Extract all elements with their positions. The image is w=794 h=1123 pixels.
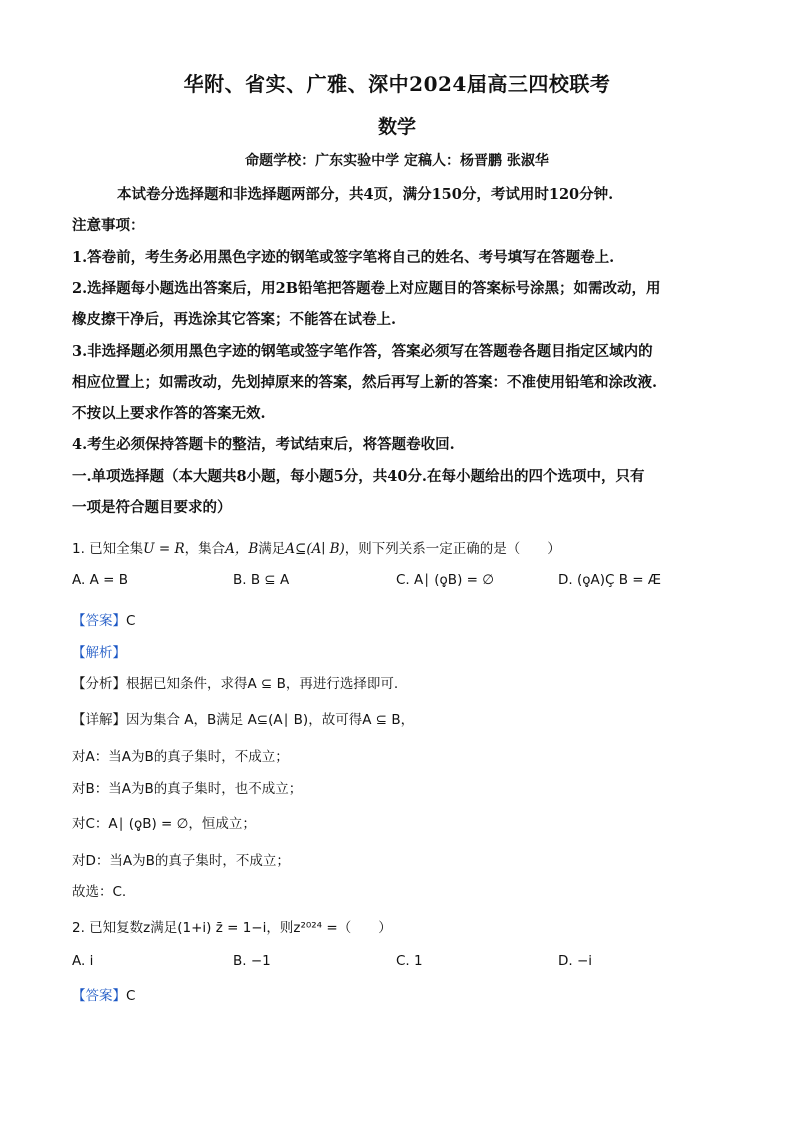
- q1-fenxi: [72, 672, 398, 692]
- q1-universal-set: U = R: [143, 541, 185, 557]
- q1-sets: A，B: [225, 541, 259, 557]
- q2-option-d: D. −i: [558, 953, 593, 969]
- q2-option-a: A. i: [72, 953, 94, 969]
- subject-title: 数学: [377, 116, 416, 138]
- section-heading-line2: 一项是符合题目要求的）: [72, 499, 232, 516]
- q1-option-a: A. A = B: [72, 572, 128, 588]
- q1-relation: A⊆(A∣ B): [285, 541, 345, 557]
- q1-choose: 故选：C.: [72, 884, 127, 900]
- q1-xiangjie-tag: 【详解】: [72, 712, 126, 728]
- q1-analysis: [72, 641, 126, 661]
- q1-fenxi-text: 根据已知条件，求得A ⊆ B，再进行选择即可.: [126, 676, 399, 692]
- q2-stem: 2. 已知复数z满足(1+i) z̄ = 1−i，则z²⁰²⁴ =（ ）: [72, 920, 392, 936]
- note-3a: 3.非选择题必须用黑色字迹的钢笔或签字笔作答，答案必须写在答题卷各题目指定区域内的: [72, 343, 653, 360]
- q1-stem-post: ，则下列关系一定正确的是（ ）: [344, 541, 561, 557]
- note-4: 4.考生必须保持答题卡的整洁，考试结束后，将答题卷收回.: [72, 436, 455, 453]
- note-3b: 相应位置上；如需改动，先划掉原来的答案，然后再写上新的答案：不准使用铅笔和涂改液.: [72, 374, 658, 391]
- q2-answer-tag: 【答案】: [72, 988, 126, 1004]
- q2-answer-value: C: [126, 988, 136, 1004]
- authors-line: 命题学校：广东实验中学 定稿人：杨晋鹏 张淑华: [245, 153, 549, 169]
- q2-answer: [72, 984, 135, 1004]
- q1-xiangjie-text: 因为集合 A，B满足 A⊆(A∣ B)，故可得A ⊆ B，: [126, 712, 415, 728]
- q1-option-d: D. (ǫ̧A)Ç B = Æ: [558, 572, 662, 588]
- note-3c: 不按以上要求作答的答案无效.: [72, 405, 266, 422]
- q1-option-b: B. B ⊆ A: [233, 572, 290, 588]
- note-1: 1.答卷前，考生务必用黑色字迹的钢笔或签字笔将自己的姓名、考号填写在答题卷上.: [72, 249, 615, 266]
- q2-option-c: C. 1: [396, 953, 423, 969]
- q1-detail-b: 对B：当A为B的真子集时，也不成立；: [72, 781, 303, 797]
- section-heading-line1: 一.单项选择题（本大题共8小题，每小题5分，共40分.在每小题给出的四个选项中，只有: [72, 468, 645, 485]
- q1-detail-c: 对C：A∣ (ǫ̧B) = ∅，恒成立；: [72, 816, 256, 832]
- notes-heading: 注意事项：: [72, 217, 145, 234]
- q1-fenxi-tag: 【分析】: [72, 676, 126, 692]
- q2-option-b: B. −1: [233, 953, 271, 969]
- note-2b: 橡皮擦干净后，再选涂其它答案；不能答在试卷上.: [72, 311, 397, 328]
- q1-detail-a: 对A：当A为B的真子集时，不成立；: [72, 749, 289, 765]
- page-title: 华附、省实、广雅、深中2024届高三四校联考: [183, 72, 611, 96]
- q1-stem-mid2: 满足: [258, 541, 286, 557]
- q1-answer-value: C: [126, 613, 136, 629]
- q1-xiangjie: [72, 708, 414, 728]
- intro-line: 本试卷分选择题和非选择题两部分，共4页，满分150分，考试用时120分钟.: [117, 186, 614, 203]
- q1-answer-tag: 【答案】: [72, 613, 126, 629]
- q1-stem: [72, 537, 561, 557]
- q1-answer: [72, 609, 135, 629]
- q1-detail-d: 对D：当A为B的真子集时，不成立；: [72, 853, 290, 869]
- note-2a: 2.选择题每小题选出答案后，用2B铅笔把答题卷上对应题目的答案标号涂黑；如需改动，用: [72, 280, 661, 297]
- q1-option-c: C. A∣ (ǫ̧B) = ∅: [396, 572, 494, 588]
- q1-analysis-tag: 【解析】: [72, 645, 126, 661]
- q1-stem-pre: 1. 已知全集: [72, 541, 144, 557]
- q1-stem-mid: ，集合: [184, 541, 226, 557]
